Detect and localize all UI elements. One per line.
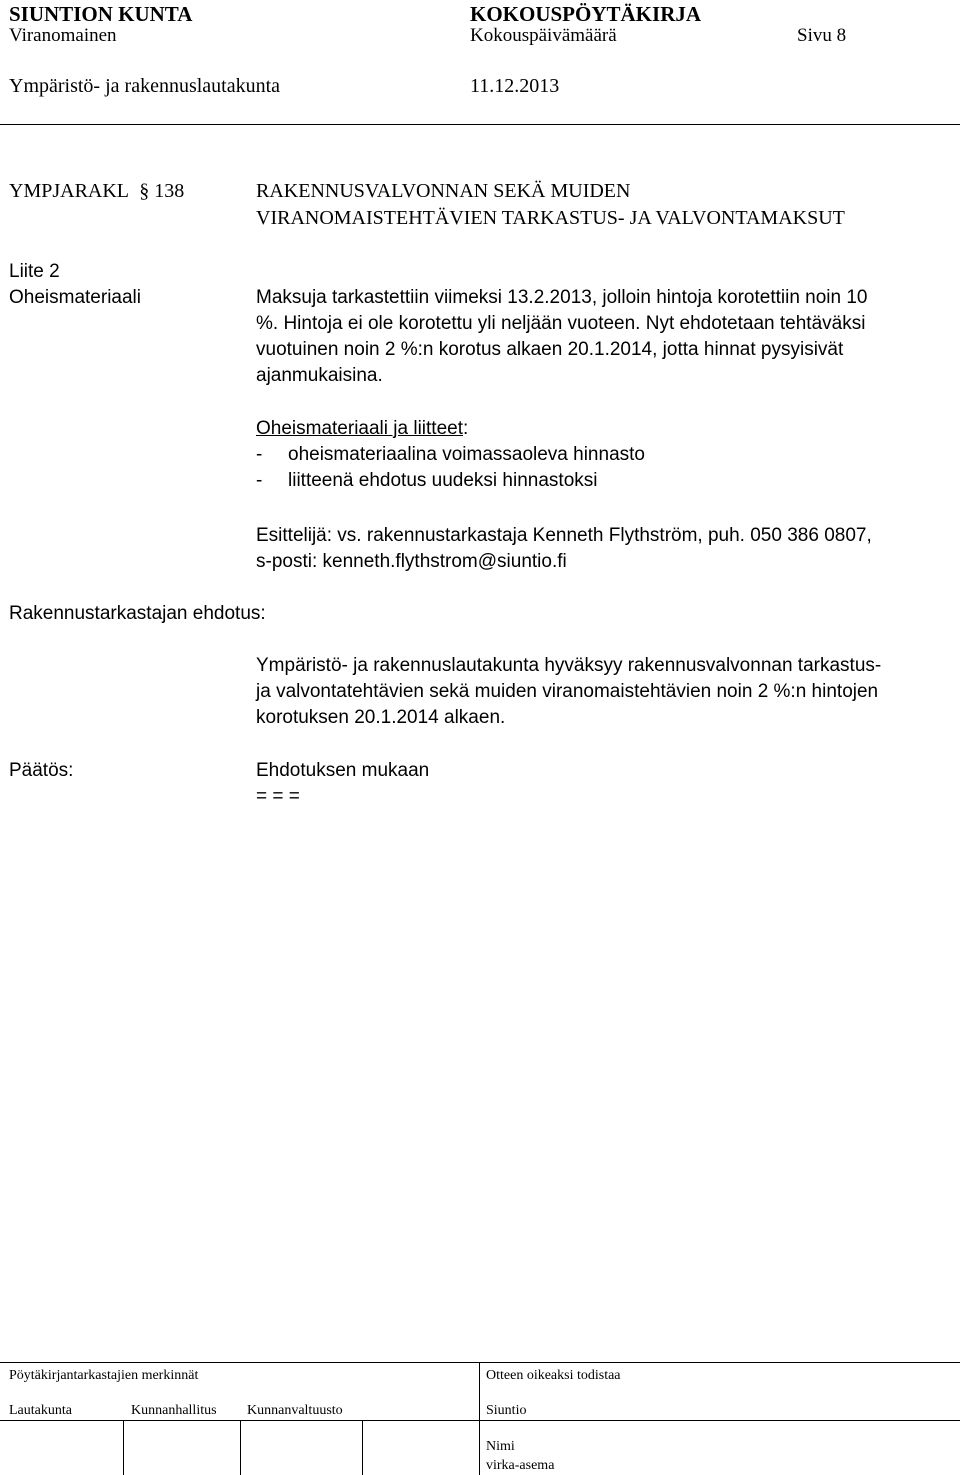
- decision-text: Ehdotuksen mukaan: [256, 760, 430, 781]
- paragraph-line-2: %. Hintoja ei ole korotettu yli neljään vuoteen. Nyt ehdotetaan tehtäväksi: [256, 313, 866, 334]
- footer-title-label: virka-asema: [486, 1458, 555, 1473]
- header-divider: [0, 124, 960, 125]
- footer-name-label: Nimi: [486, 1439, 515, 1454]
- item-code-text: YMPJARAKL: [9, 180, 129, 202]
- attachments-heading-text: Oheismateriaali ja liitteet: [256, 418, 463, 439]
- attachment-bullet-1: -: [256, 444, 263, 465]
- supplementary-label: Oheismateriaali: [9, 287, 141, 308]
- proposal-label: Rakennustarkastajan ehdotus:: [9, 603, 266, 624]
- org-name: SIUNTION KUNTA: [9, 2, 193, 26]
- paragraph-line-4: ajanmukaisina.: [256, 365, 383, 386]
- footer-divider-top: [0, 1362, 960, 1363]
- proposal-line-2: ja valvontatehtävien sekä muiden viranomaistehtävien noin 2 %:n hintojen: [256, 681, 879, 702]
- proposal-line-3: korotuksen 20.1.2014 alkaen.: [256, 707, 506, 728]
- footer-cell-divider-1: [123, 1420, 124, 1475]
- attachments-heading: [256, 418, 468, 440]
- footer-col-municipal-board: Kunnanhallitus: [131, 1403, 217, 1418]
- checkers-label: Pöytäkirjantarkastajien merkinnät: [9, 1368, 199, 1383]
- attachments-colon: :: [462, 418, 469, 439]
- attachment-item-2: liitteenä ehdotus uudeksi hinnastoksi: [288, 470, 598, 491]
- meeting-date: 11.12.2013: [470, 75, 560, 97]
- footer-divider-middle: [0, 1420, 960, 1421]
- footer-divider-vertical: [479, 1362, 480, 1475]
- footer-cell-divider-3: [362, 1420, 363, 1475]
- item-number: 138: [154, 180, 185, 202]
- item-title-line-2: VIRANOMAISTEHTÄVIEN TARKASTUS- JA VALVONTAMAKSUT: [256, 207, 845, 229]
- item-code: [9, 180, 184, 203]
- proposal-line-1: Ympäristö- ja rakennuslautakunta hyväksyy rakennusvalvonnan tarkastus-: [256, 655, 882, 676]
- footer-cell-divider-2: [240, 1420, 241, 1475]
- paragraph-line-1: Maksuja tarkastettiin viimeksi 13.2.2013, jolloin hintoja korotettiin noin 10: [256, 287, 868, 308]
- paragraph-line-3: vuotuinen noin 2 %:n korotus alkaen 20.1.2014, jotta hinnat pysyisivät: [256, 339, 844, 360]
- authority-label: Viranomainen: [9, 25, 117, 46]
- end-mark: = = =: [256, 786, 300, 807]
- meeting-date-label: Kokouspäivämäärä: [470, 25, 617, 46]
- presenter-line-1: Esittelijä: vs. rakennustarkastaja Kenneth Flythström, puh. 050 386 0807,: [256, 525, 872, 546]
- certified-label: Otteen oikeaksi todistaa: [486, 1368, 621, 1383]
- decision-label: Päätös:: [9, 760, 74, 781]
- footer-col-council: Kunnanvaltuusto: [247, 1403, 343, 1418]
- footer-place: Siuntio: [486, 1403, 527, 1418]
- page-number: Sivu 8: [797, 25, 847, 46]
- section-sign: §: [139, 180, 150, 202]
- document-type: KOKOUSPÖYTÄKIRJA: [470, 2, 702, 26]
- presenter-line-2: s-posti: kenneth.flythstrom@siuntio.fi: [256, 551, 567, 572]
- item-title-line-1: RAKENNUSVALVONNAN SEKÄ MUIDEN: [256, 180, 631, 202]
- attachment-item-1: oheismateriaalina voimassaoleva hinnasto: [288, 444, 645, 465]
- attachment-bullet-2: -: [256, 470, 263, 491]
- footer-col-board: Lautakunta: [9, 1403, 72, 1418]
- authority-name: Ympäristö- ja rakennuslautakunta: [9, 75, 281, 97]
- appendix-label: Liite 2: [9, 261, 60, 282]
